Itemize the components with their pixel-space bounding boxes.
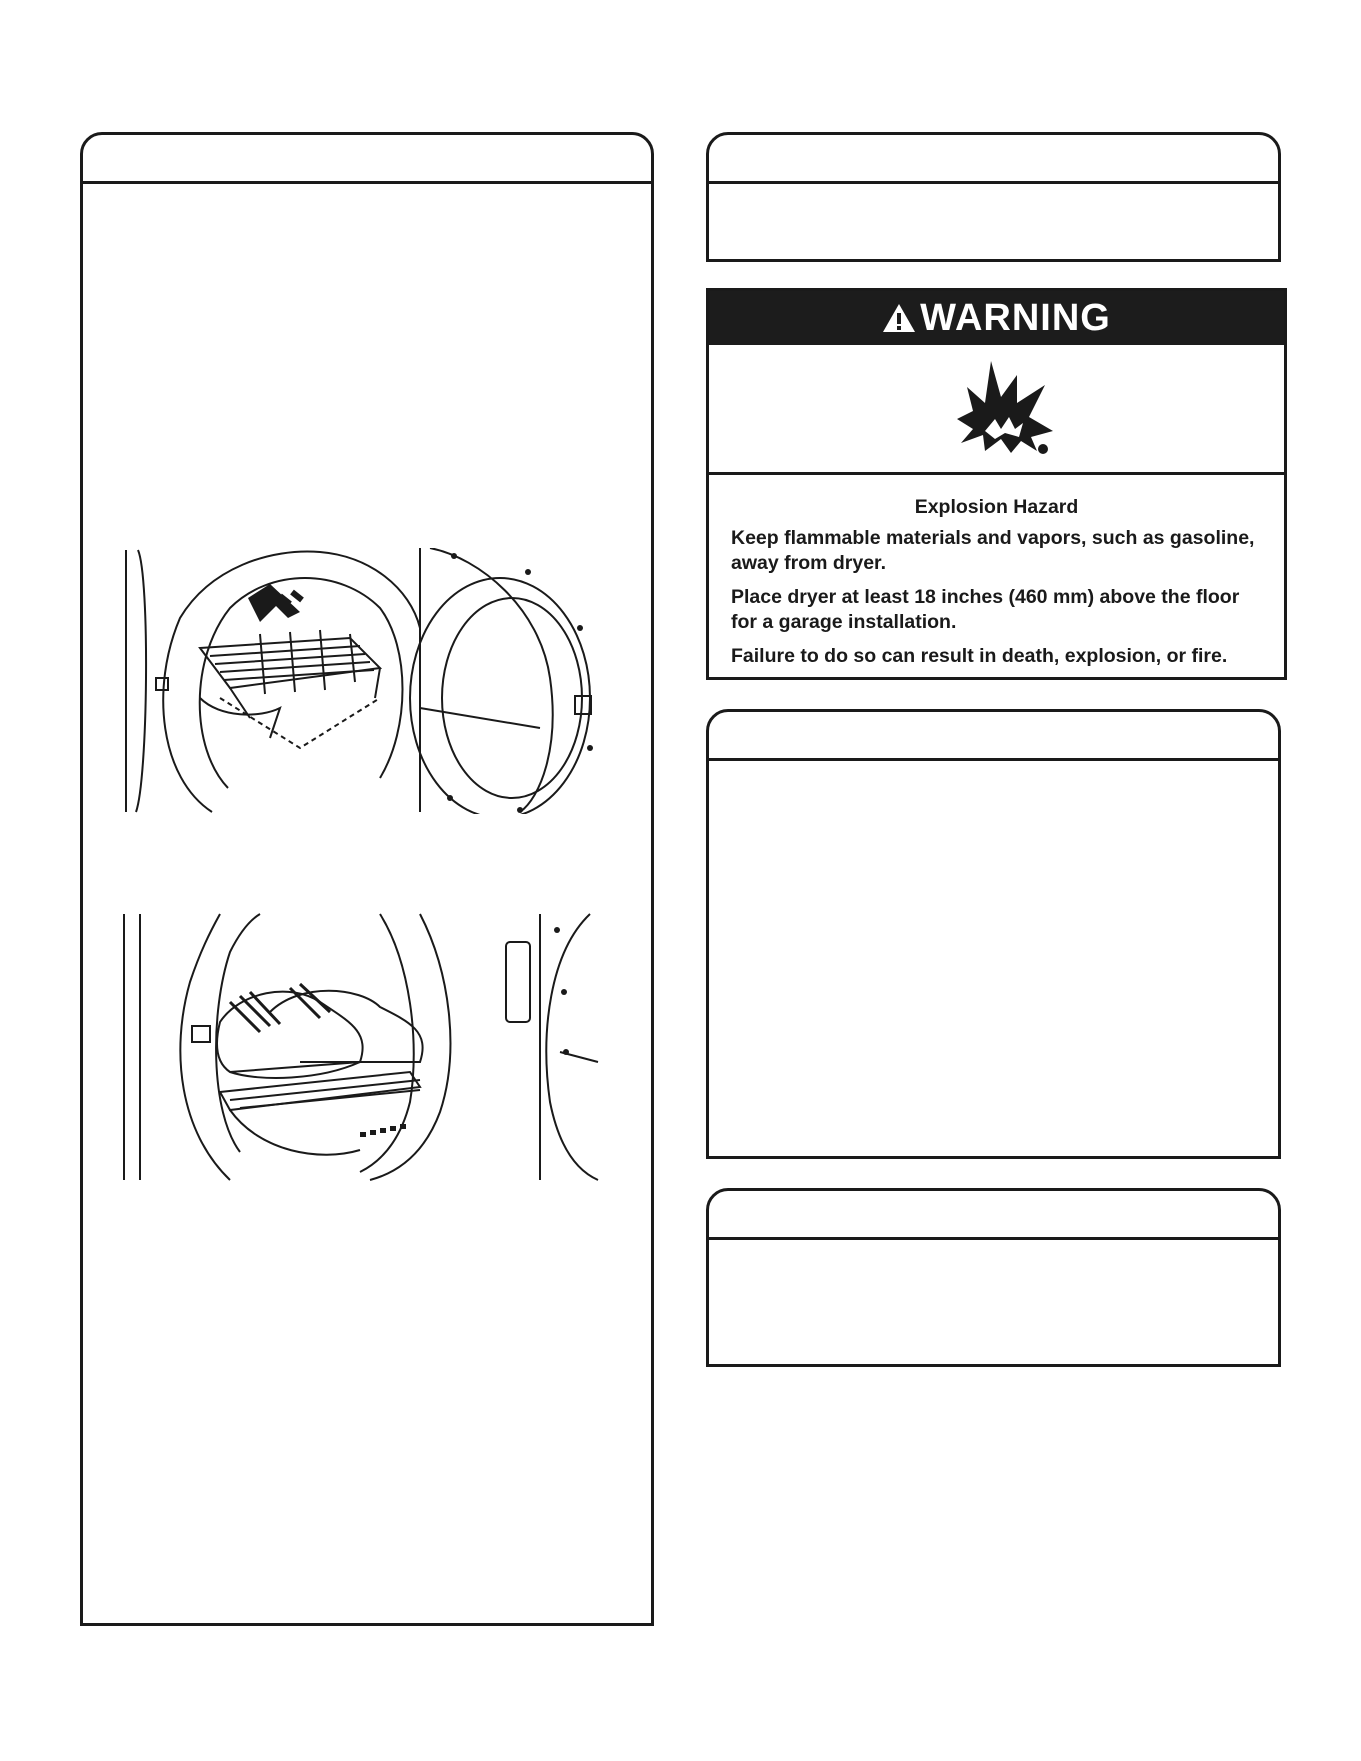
- warning-line: Place dryer at least 18 inches (460 mm) above the floor for a garage installation.: [731, 586, 1240, 633]
- warning-box: [706, 288, 1287, 680]
- left-section-tab: [80, 132, 654, 184]
- warning-icon-area: [709, 345, 1284, 475]
- left-section-panel: [80, 184, 654, 1626]
- warning-line: Keep flammable materials and vapors, such as gasoline, away from dryer.: [731, 527, 1255, 574]
- warning-header: [709, 291, 1284, 345]
- right-bottom-section-panel: [706, 1240, 1281, 1367]
- right-top-section-tab: [706, 132, 1281, 184]
- warning-header-text: WARNING: [920, 296, 1111, 339]
- warning-body: [709, 475, 1284, 669]
- right-middle-section-tab: [706, 709, 1281, 761]
- right-top-section-panel: [706, 184, 1281, 262]
- right-bottom-section-tab: [706, 1188, 1281, 1240]
- warning-line: Failure to do so can result in death, explosion, or fire.: [731, 645, 1228, 667]
- warning-triangle-icon: [882, 303, 916, 333]
- hazard-title: Explosion Hazard: [914, 496, 1079, 518]
- dryer-rack-with-shoes-illustration: [120, 912, 600, 1182]
- explosion-icon: [955, 359, 1055, 457]
- right-middle-section-panel: [706, 761, 1281, 1159]
- dryer-rack-install-illustration: [120, 548, 620, 814]
